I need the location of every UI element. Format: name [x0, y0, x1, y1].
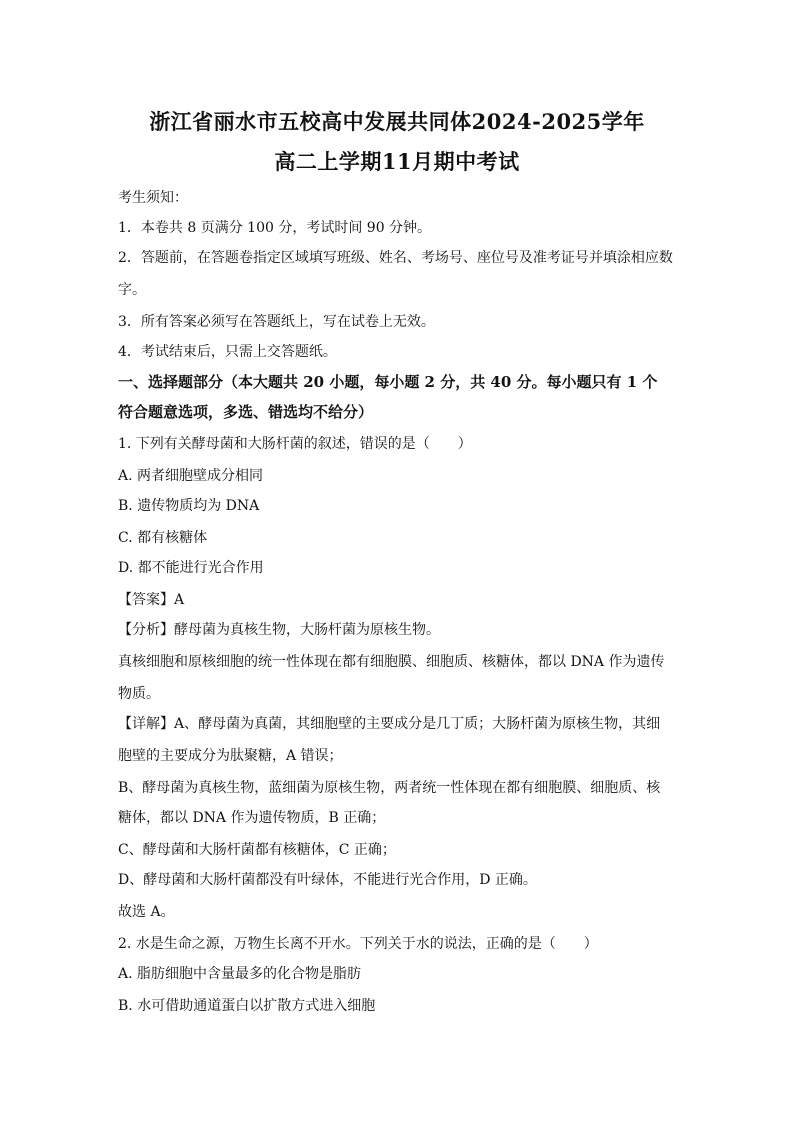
question-1-answer: 【答案】A [118, 592, 185, 608]
notice-item-2: 2．答题前，在答题卷指定区域填写班级、姓名、考场号、座位号及准考证号并填涂相应数 [118, 250, 673, 266]
notice-item-3: 3．所有答案必须写在答题纸上，写在试卷上无效。 [118, 314, 435, 330]
question-1-analysis: 【分析】酵母菌为真核生物，大肠杆菌为原核生物。 [118, 622, 440, 638]
title-line-1: 浙江省丽水市五校高中发展共同体2024-2025学年 [149, 109, 645, 134]
question-1-option-c: C. 都有核糖体 [118, 530, 208, 546]
question-1-detail-line-2: 胞壁的主要成分为肽聚糖，A 错误； [118, 748, 343, 764]
notice-item-1: 1．本卷共 8 页满分 100 分，考试时间 90 分钟。 [118, 220, 432, 236]
question-2-option-a: A. 脂肪细胞中含量最多的化合物是脂肪 [118, 966, 362, 982]
notice-item-2-cont: 字。 [118, 282, 146, 298]
notice-heading: 考生须知： [118, 190, 188, 206]
question-1-analysis-2-cont: 物质。 [118, 686, 160, 702]
title-line-2: 高二上学期11月期中考试 [274, 149, 520, 174]
question-1-option-a: A. 两者细胞壁成分相同 [118, 468, 264, 484]
question-2-option-b: B. 水可借助通道蛋白以扩散方式进入细胞 [118, 998, 376, 1014]
notice-item-4: 4．考试结束后，只需上交答题纸。 [118, 344, 337, 360]
question-1-detail-line-5: C、酵母菌和大肠杆菌都有核糖体，C 正确； [118, 842, 396, 858]
question-1-conclusion: 故选 A。 [118, 904, 175, 920]
question-1-option-b: B. 遗传物质均为 DNA [118, 498, 260, 514]
question-1-detail-line-6: D、酵母菌和大肠杆菌都没有叶绿体，不能进行光合作用，D 正确。 [118, 872, 537, 888]
section-heading-line-2: 符合题意选项，多选、错选均不给分） [118, 403, 374, 421]
question-1-detail-line-1: 【详解】A、酵母菌为真菌，其细胞壁的主要成分是几丁质；大肠杆菌为原核生物，其细 [118, 716, 661, 732]
section-heading-line-1: 一、选择题部分（本大题共 20 小题，每小题 2 分，共 40 分。每小题只有 1 个 [118, 373, 658, 391]
question-2-stem: 2. 水是生命之源，万物生长离不开水。下列关于水的说法，正确的是（ ） [118, 936, 598, 952]
question-1-detail-line-4: 糖体，都以 DNA 作为遗传物质，B 正确； [118, 810, 386, 826]
question-1-detail-line-3: B、酵母菌为真核生物，蓝细菌为原核生物，两者统一性体现在都有细胞膜、细胞质、核 [118, 780, 661, 796]
question-1-analysis-2: 真核细胞和原核细胞的统一性体现在都有细胞膜、细胞质、核糖体，都以 DNA 作为遗传 [118, 654, 665, 670]
question-1-option-d: D. 都不能进行光合作用 [118, 560, 264, 576]
question-1-stem: 1. 下列有关酵母菌和大肠杆菌的叙述，错误的是（ ） [118, 436, 472, 452]
